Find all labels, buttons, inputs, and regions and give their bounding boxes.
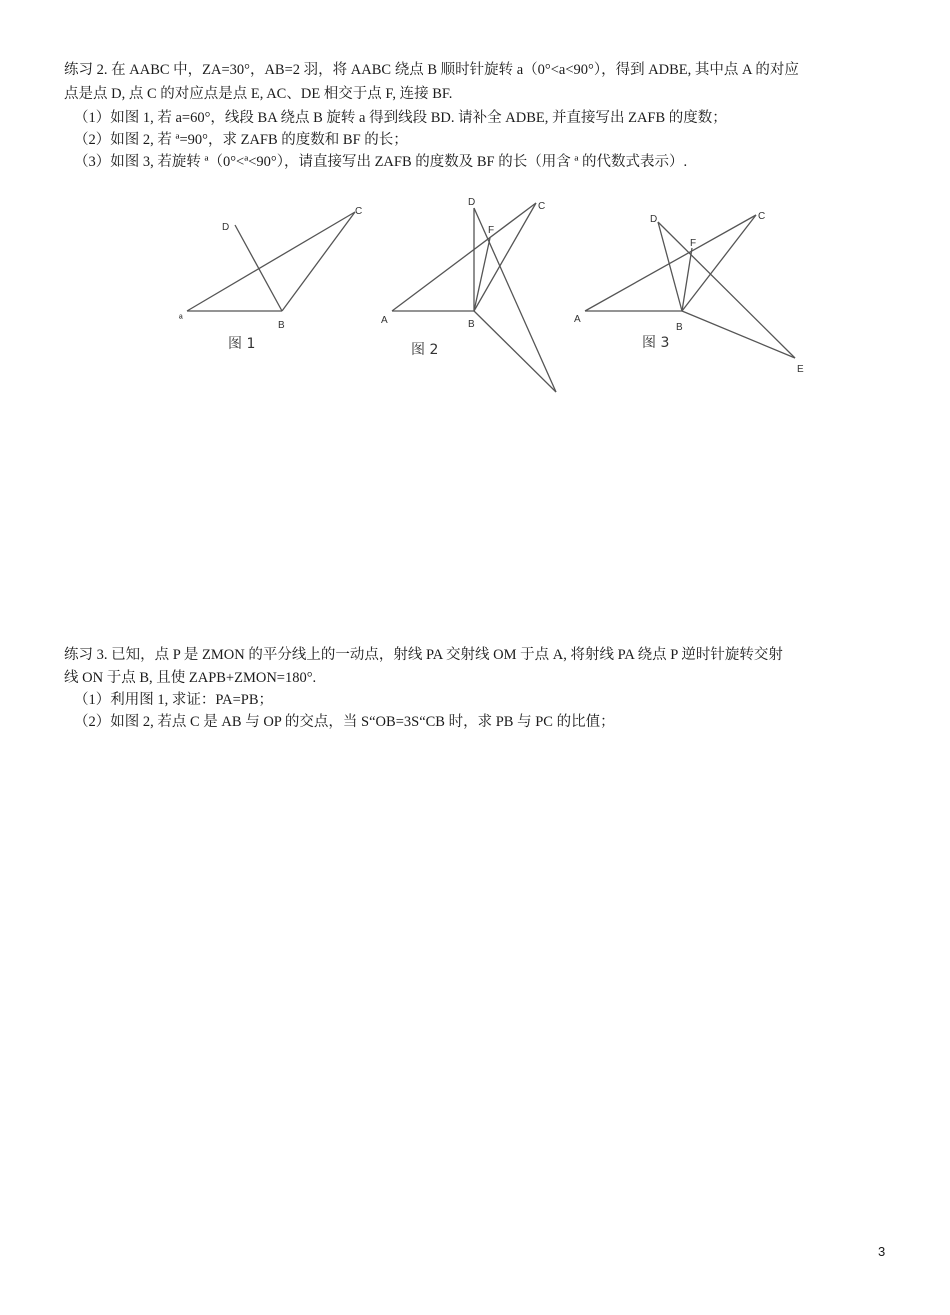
exercise-2-line-1: 练习 2. 在 AABC 中，ZA=30°，AB=2 羽，将 AABC 绕点 B 顺时针旋转 a（0°<a<90°），得到 ADBE, 其中点 A 的对应	[64, 62, 799, 78]
fig2-label-f: F	[488, 225, 495, 236]
figure-2-lines	[392, 203, 556, 392]
fig2-label-d: D	[468, 197, 476, 208]
fig3-label-e: E	[797, 364, 804, 375]
fig3-label-c: C	[758, 211, 766, 222]
page-number: 3	[878, 1244, 886, 1259]
fig2-label-b: B	[468, 319, 475, 330]
fig2-caption: 图 2	[411, 342, 439, 358]
fig1-label-b: B	[278, 320, 285, 331]
fig1-label-c: C	[355, 206, 363, 217]
exercise-3-question-2: （2）如图 2, 若点 C 是 AB 与 OP 的交点，当 S“OB=3S“CB 时，求 PB 与 PC 的比值；	[74, 714, 615, 730]
fig2-label-c: C	[538, 201, 546, 212]
figure-1-lines	[187, 212, 355, 311]
fig1-label-a: ª	[179, 314, 183, 325]
fig3-label-d: D	[650, 214, 658, 225]
exercise-3-line-1: 练习 3. 已知，点 P 是 ZMON 的平分线上的一动点，射线 PA 交射线 OM 于点 A, 将射线 PA 绕点 P 逆时针旋转交射	[64, 647, 783, 663]
fig3-label-f: F	[690, 238, 697, 249]
exercise-2-question-2: （2）如图 2, 若 ª=90°，求 ZAFB 的度数和 BF 的长；	[74, 132, 408, 148]
fig1-label-d: D	[222, 222, 230, 233]
figure-3-lines	[585, 215, 795, 358]
fig3-label-b: B	[676, 322, 683, 333]
geometry-figures	[0, 0, 950, 420]
fig3-caption: 图 3	[642, 335, 670, 351]
exercise-2-line-2: 点是点 D, 点 C 的对应点是点 E, AC、DE 相交于点 F, 连接 BF.	[64, 86, 453, 102]
exercise-3-line-2: 线 ON 于点 B, 且使 ZAPB+ZMON=180°.	[64, 670, 317, 686]
fig3-label-a: A	[574, 314, 581, 325]
exercise-3-question-1: （1）利用图 1, 求证：PA=PB；	[74, 692, 273, 708]
exercise-2-question-1: （1）如图 1, 若 a=60°，线段 BA 绕点 B 旋转 a 得到线段 BD. 请补全 ADBE, 并直接写出 ZAFB 的度数；	[74, 110, 727, 126]
fig1-caption: 图 1	[228, 336, 256, 352]
fig2-label-a: A	[381, 315, 388, 326]
exercise-2-question-3: （3）如图 3, 若旋转 ª（0°<ª<90°），请直接写出 ZAFB 的度数及 BF 的长（用含 ª 的代数式表示）.	[74, 154, 688, 170]
